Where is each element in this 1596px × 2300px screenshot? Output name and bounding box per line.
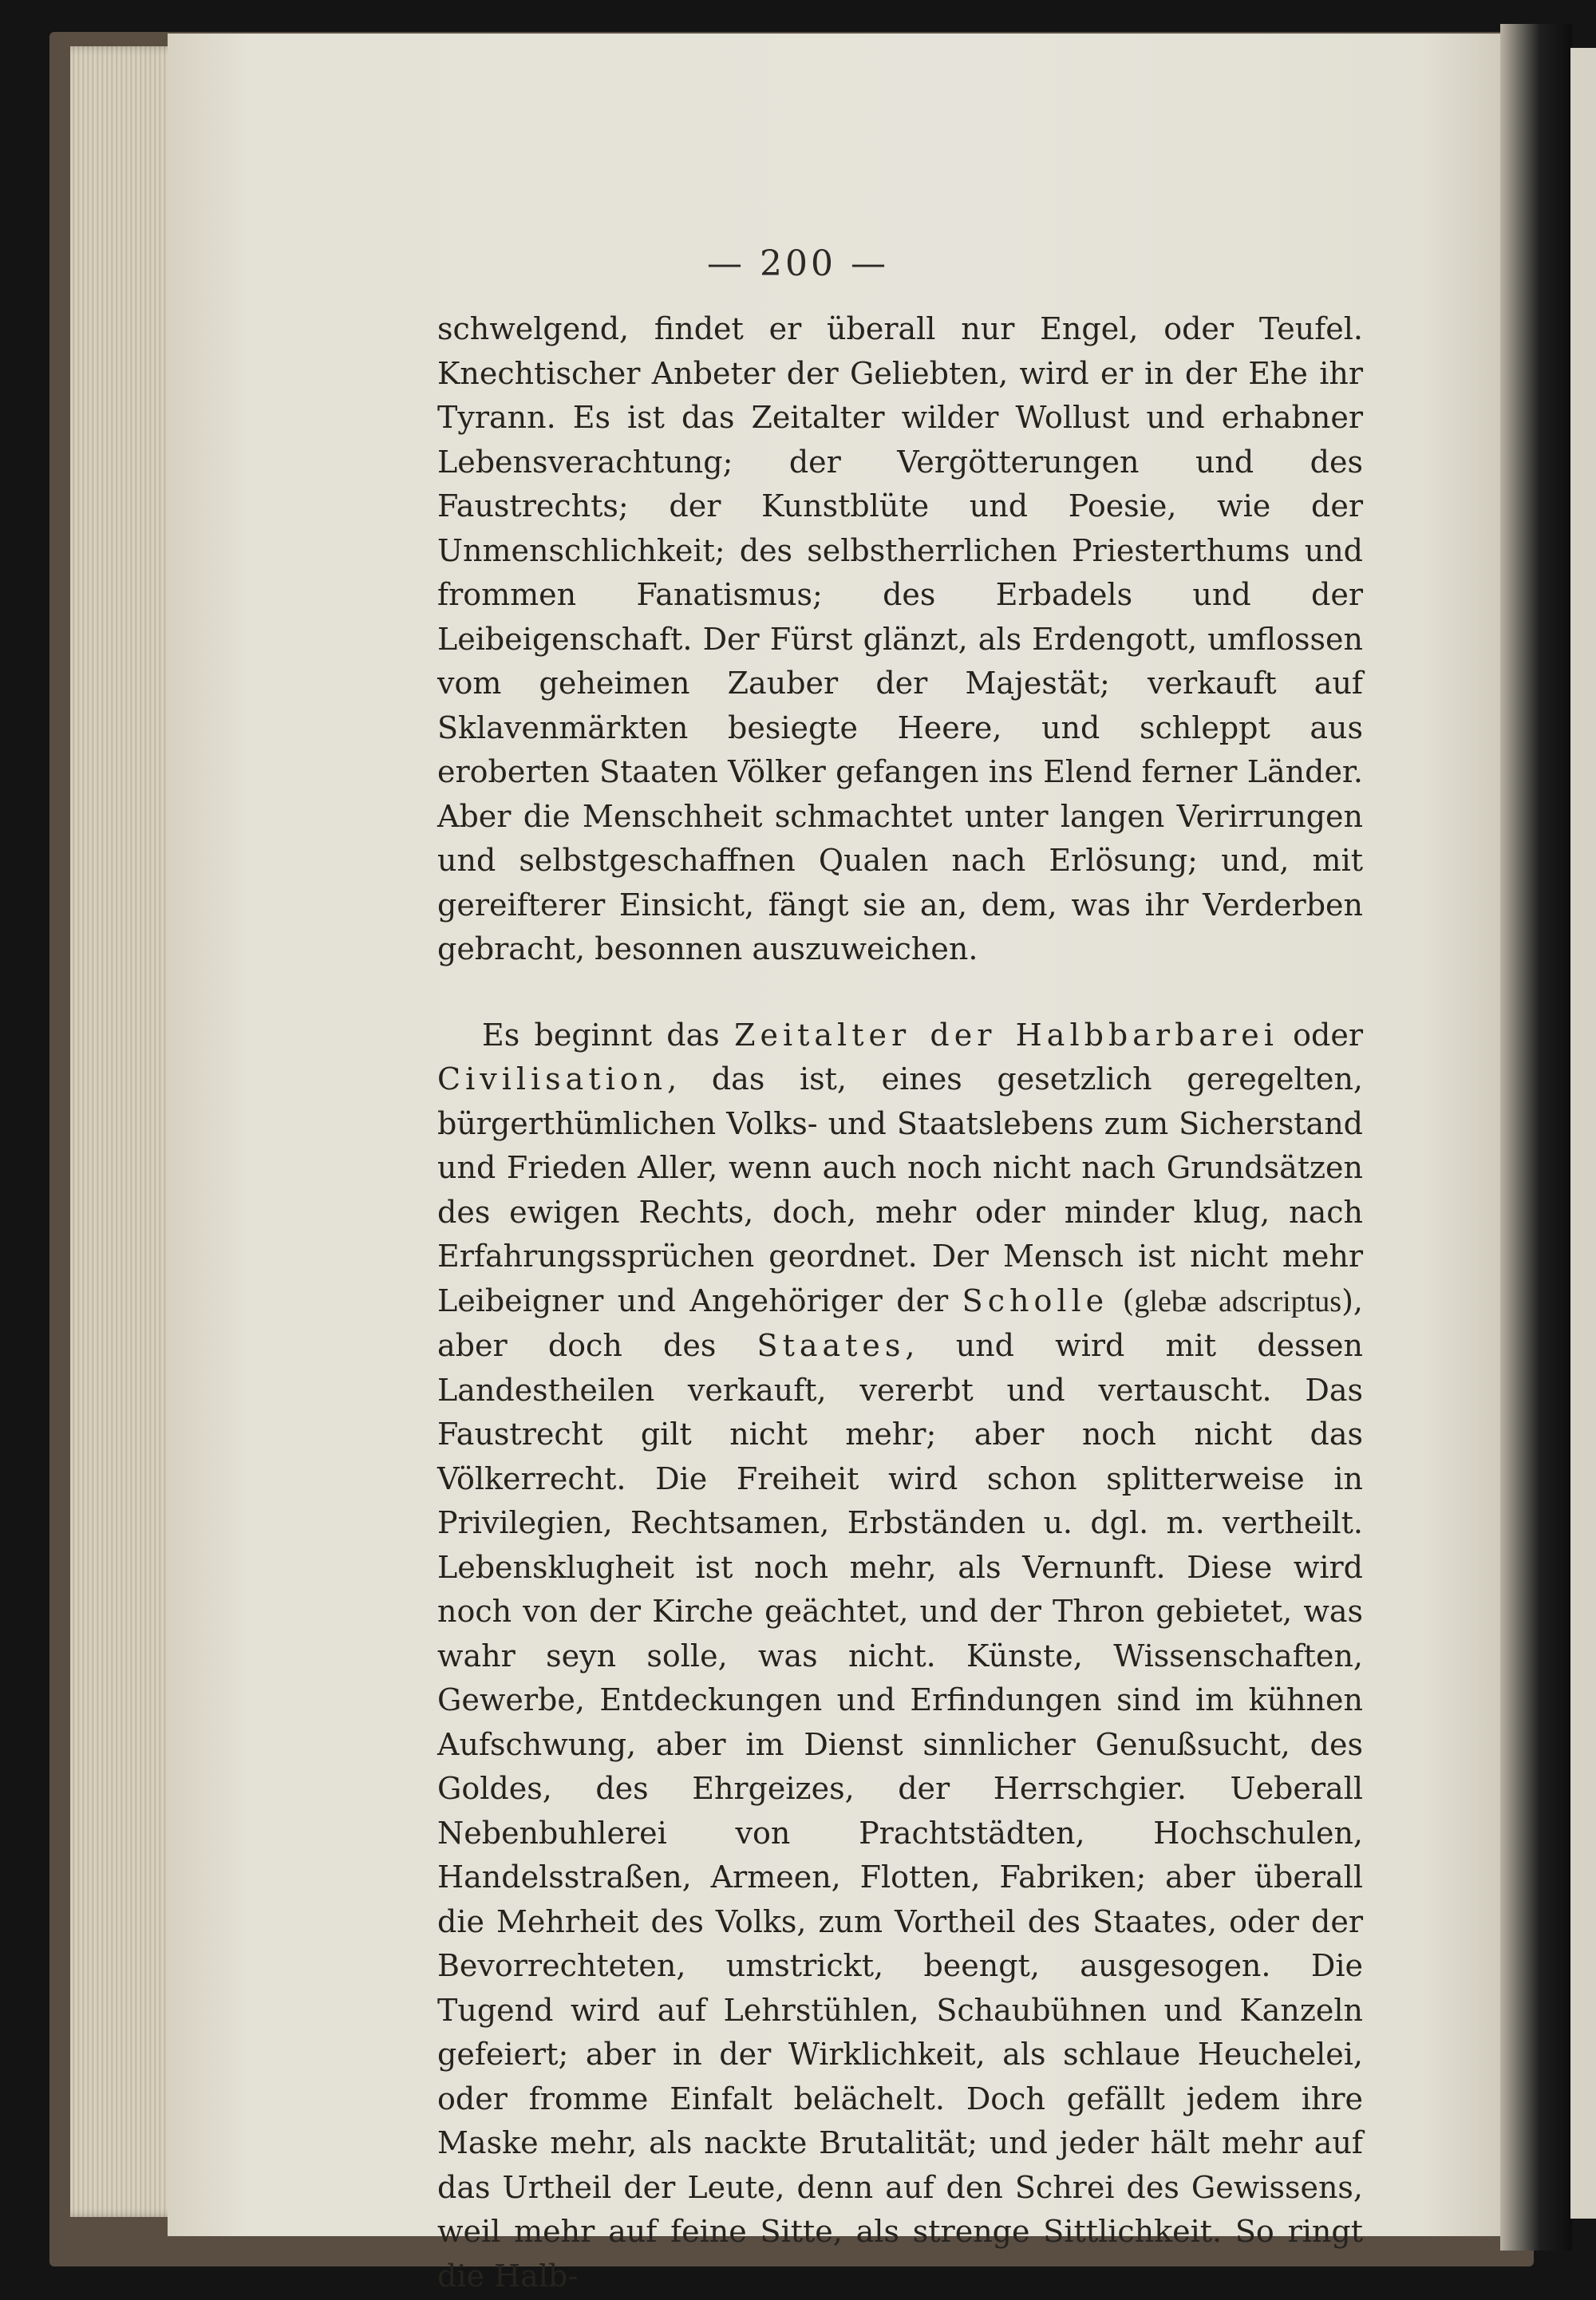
text-run: , und wird mit dessen Landestheilen verkauft, vererbt und vertauscht. Das Faustrecht gilt nicht mehr; aber noch nicht das Völkerrecht. Die Freiheit wird schon splitterweise in Privilegien, Rechtsamen, Erbständen u. dgl. m. vertheilt. Lebensklugheit ist noch mehr, als Vernunft. Diese wird noch von der Kirche geächtet, und der Thron gebietet, was wahr seyn solle, was nicht. Künste, Wissenschaften, Gewerbe, Entdeckungen und Erfindungen sind im kühnen Aufschwung, aber im Dienst sinnlicher Genußsucht, des Goldes, des Ehrgeizes, der Herrschgier. Ueberall Nebenbuhlerei von Prachtstädten, Hochschulen, Handelsstraßen, Armeen, Flotten, Fabriken; aber überall die Mehrheit des Volks, zum Vortheil des Staates, oder der Bevorrechteten, umstrickt, beengt, ausgesogen. Die Tugend wird auf Lehrstühlen, Schaubühnen und Kanzeln gefeiert; aber in der Wirklichkeit, als schlaue Heuchelei, oder fromme Einfalt belächelt. Doch gefällt jedem ihre Maske mehr, als nackte Brutalität; und jeder hält mehr auf das Urtheil der Leute, denn auf den Schrei des Gewissens, weil mehr auf feine Sitte, als strenge Sittlichkeit. So ringt die Halb- bbox=[437, 1328, 1363, 2294]
text-run: , das ist, eines gesetzlich geregelten, bürgerthümlichen Volks- und Staatslebens zum Sicherstand und Frieden Aller, wenn auch noch nicht nach Grundsätzen des ewigen Rechts, doch, mehr oder minder klug, nach Erfahrungssprüchen geordnet. Der Mensch ist nicht mehr Leibeigner und Angehöriger der bbox=[437, 1061, 1363, 1318]
latin-term: glebæ adscriptus bbox=[1134, 1284, 1342, 1318]
spaced-term: Zeitalter der Halbbarbarei bbox=[734, 1017, 1278, 1053]
text-run: oder bbox=[1278, 1017, 1364, 1053]
spaced-term: Scholle bbox=[962, 1282, 1109, 1318]
text-run: ( bbox=[1108, 1282, 1135, 1318]
paragraph-1: schwelgend, findet er überall nur Engel, oder Teufel. Knechtischer Anbeter der Geliebten, wird er in der Ehe ihr Tyrann. Es ist das Zeitalter wilder Wollust und erhabner Lebensverachtung; der Vergötterungen und des Faustrechts; der Kunstblüte und Poesie, wie der Unmenschlichkeit; des selbstherrlichen Priesterthums und frommen Fanatismus; des Erbadels und der Leibeigenschaft. Der Fürst glänzt, als Erdengott, umflossen vom geheimen Zauber der Majestät; verkauft auf Sklavenmärkten besiegte Heere, und schleppt aus eroberten Staaten Völker gefangen ins Elend ferner Länder. Aber die Menschheit schmachtet unter langen Verirrungen und selbstgeschaffnen Qualen nach Erlösung; und, mit gereifterer Einsicht, fängt sie an, dem, was ihr Verderben gebracht, besonnen auszuweichen. bbox=[437, 311, 1363, 966]
next-page-edge bbox=[1570, 48, 1596, 2219]
paragraph-gap bbox=[437, 972, 1363, 1014]
paragraph-2 bbox=[437, 1014, 1363, 2299]
page-text bbox=[437, 307, 1363, 2298]
spaced-term: Staates bbox=[757, 1328, 906, 1363]
gutter-shadow bbox=[1500, 24, 1572, 2251]
spaced-term: Civilisation bbox=[437, 1061, 668, 1097]
text-run: Es beginnt das bbox=[482, 1017, 735, 1053]
text-run: ), aber doch des bbox=[437, 1282, 1363, 1363]
page-number: — 200 — bbox=[707, 243, 889, 284]
